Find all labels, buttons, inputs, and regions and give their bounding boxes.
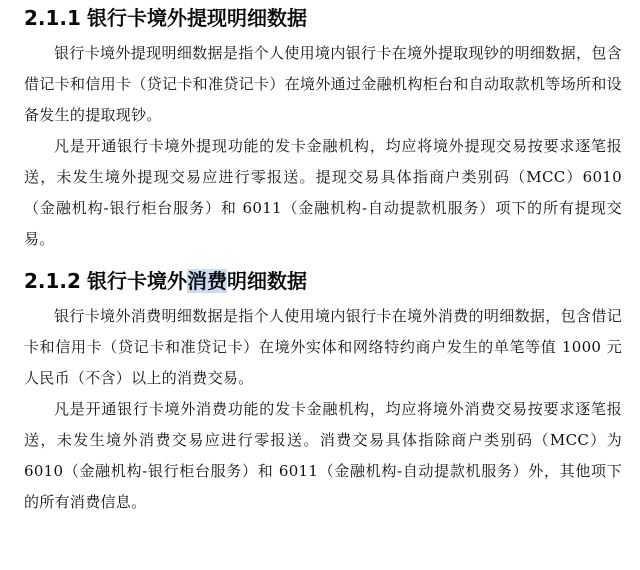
section-number: 2.1.2 — [24, 269, 81, 293]
paragraph: 银行卡境外提现明细数据是指个人使用境内银行卡在境外提取现钞的明细数据，包含借记卡和信用卡（贷记卡和准贷记卡）在境外通过金融机构柜台和自动取款机等场所和设备发生的提取现钞。 — [24, 44, 622, 124]
selected-text-highlight[interactable]: 消费 — [186, 269, 227, 293]
section-heading-2-1-1 — [24, 0, 622, 30]
section-number: 2.1.1 — [24, 6, 81, 30]
section-title-suffix: 明细数据 — [226, 269, 307, 293]
paragraph: 银行卡境外消费明细数据是指个人使用境内银行卡在境外消费的明细数据，包含借记卡和信用卡（贷记卡和准贷记卡）在境外实体和网络特约商户发生的单笔等值 1000 元人民币（不含）以上的消费交易。 — [24, 307, 622, 387]
section-heading-2-1-2 — [24, 269, 622, 293]
section-body-2-1-2 — [24, 301, 622, 518]
section-title-text: 银行卡境外提现明细数据 — [86, 6, 307, 30]
section-title-prefix: 银行卡境外 — [86, 269, 187, 293]
paragraph: 凡是开通银行卡境外提现功能的发卡金融机构，均应将境外提现交易按要求逐笔报送，未发生境外提现交易应进行零报送。提现交易具体指商户类别码（MCC）6010（金融机构-银行柜台服务）和 6011（金融机构-自动提款机服务）项下的所有提现交易。 — [24, 137, 622, 248]
paragraph: 凡是开通银行卡境外消费功能的发卡金融机构，均应将境外消费交易按要求逐笔报送，未发生境外消费交易应进行零报送。消费交易具体指除商户类别码（MCC）为 6010（金融机构-银行柜台服务）和 6011（金融机构-自动提款机服务）外，其他项下的所有消费信息。 — [24, 400, 622, 511]
section-body-2-1-1 — [24, 38, 622, 255]
